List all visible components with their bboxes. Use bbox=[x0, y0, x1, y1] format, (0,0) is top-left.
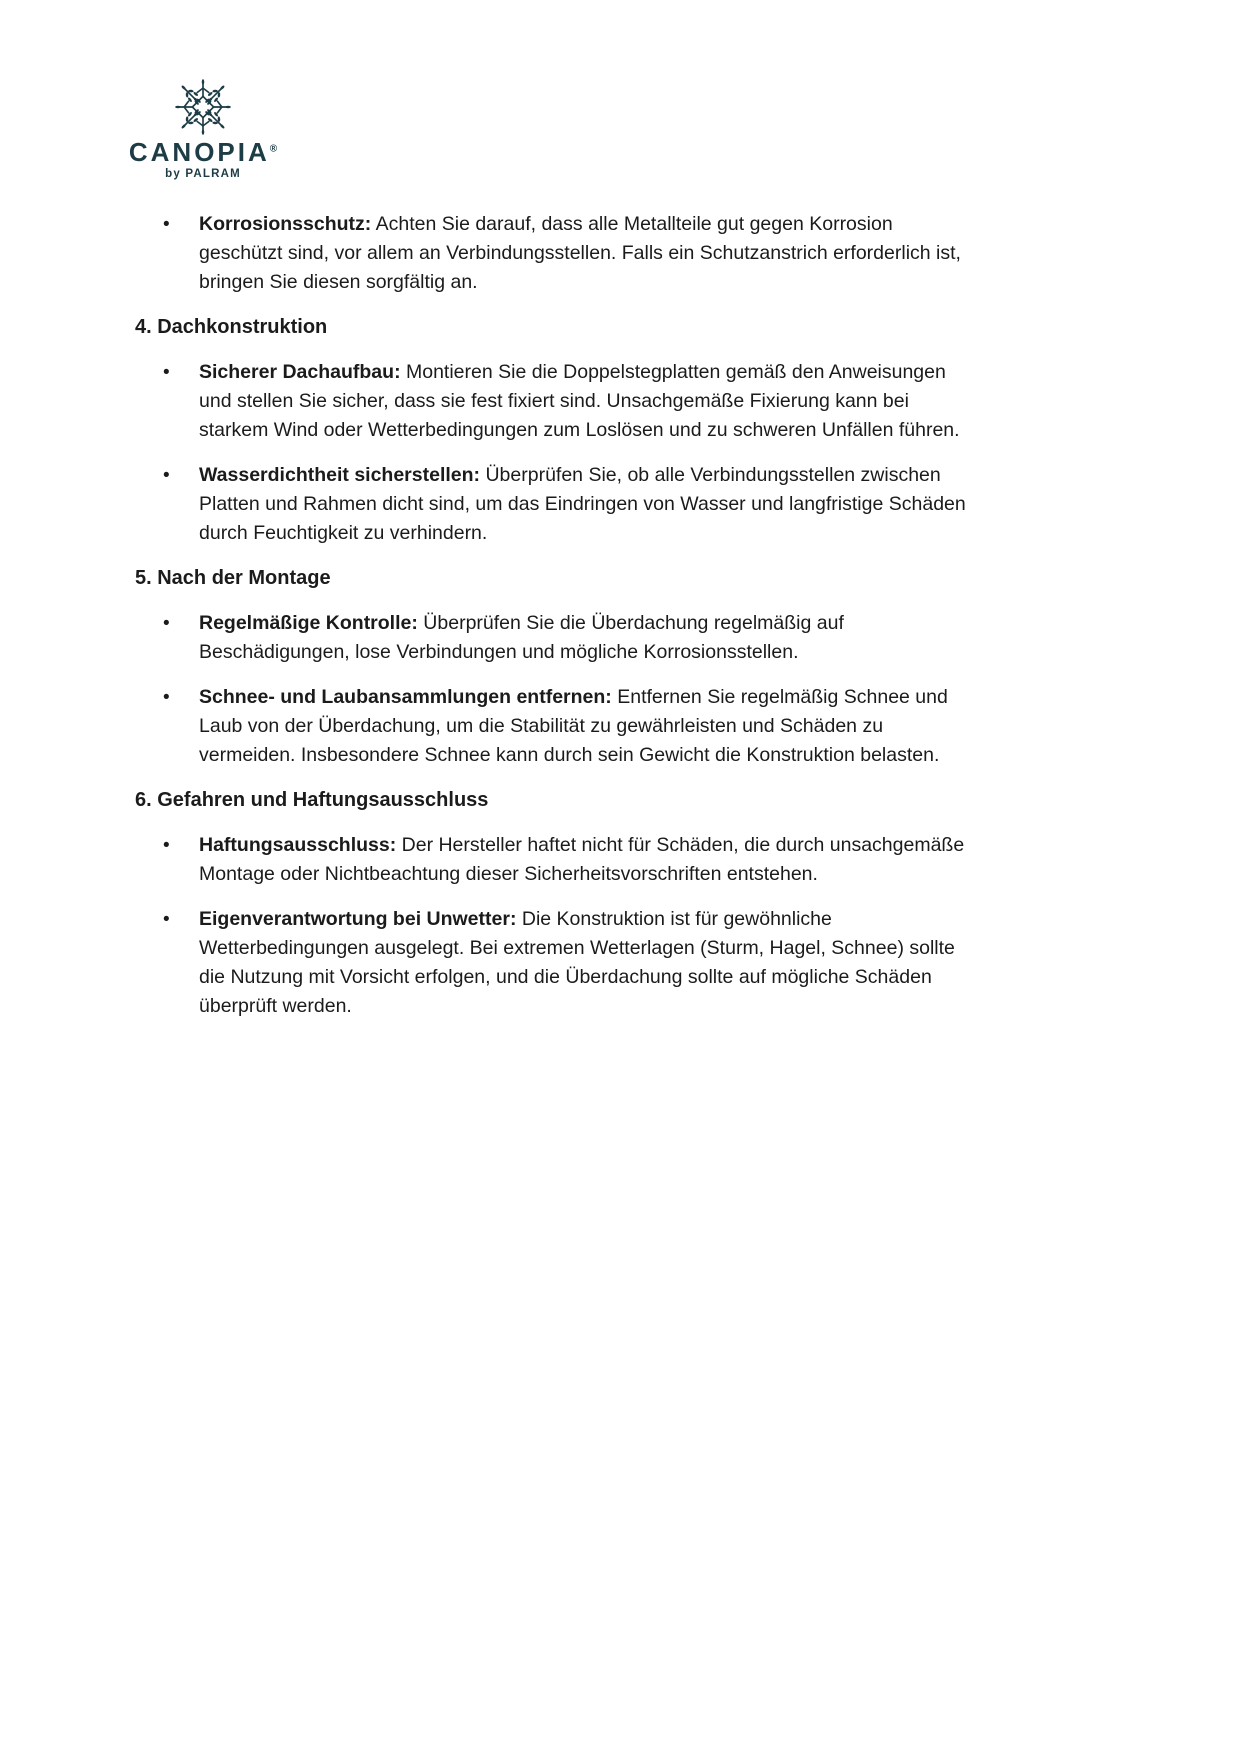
bullet-text: Achten Sie darauf, dass alle Metallteile gut gegen Korrosion geschützt sind, vor allem an Verbindungsstellen. Falls ein Schutzanstrich erforderlich ist, bringen Sie diesen sorgfältig an. bbox=[199, 212, 961, 293]
bullet-item-regelmaessige-kontrolle bbox=[135, 609, 985, 667]
bullet-paragraph bbox=[199, 831, 979, 889]
section-heading-5-nach-der-montage: 5. Nach der Montage bbox=[135, 566, 331, 589]
bullet-marker: • bbox=[163, 361, 170, 383]
bullet-paragraph bbox=[199, 609, 979, 667]
bullet-item-schnee-laub-entfernen bbox=[135, 683, 985, 770]
bullet-item-haftungsausschluss bbox=[135, 831, 985, 889]
bullet-lead: Regelmäßige Kontrolle: bbox=[199, 611, 418, 634]
bullet-text: Überprüfen Sie die Überdachung regelmäßig auf Beschädigungen, lose Verbindungen und mögliche Korrosionsstellen. bbox=[199, 611, 844, 663]
bullet-lead: Wasserdichtheit sicherstellen: bbox=[199, 463, 481, 486]
bullet-text: Montieren Sie die Doppelstegplatten gemäß den Anweisungen und stellen Sie sicher, dass sie fest fixiert sind. Unsachgemäße Fixierung kann bei starkem Wind oder Wetterbedingungen zum Loslösen und zu schweren Unfällen führen. bbox=[199, 360, 960, 441]
bullet-marker: • bbox=[163, 612, 170, 634]
bullet-lead: Eigenverantwortung bei Unwetter: bbox=[199, 907, 517, 930]
bullet-paragraph bbox=[199, 210, 979, 297]
bullet-paragraph bbox=[199, 461, 979, 548]
bullet-marker: • bbox=[163, 834, 170, 856]
bullet-item-korrosionsschutz bbox=[135, 210, 985, 297]
canopia-wordmark-text: CANOPIA bbox=[128, 137, 270, 167]
bullet-paragraph bbox=[199, 683, 979, 770]
bullet-text: Überprüfen Sie, ob alle Verbindungsstellen zwischen Platten und Rahmen dicht sind, um das Eindringen von Wasser und langfristige Schäden durch Feuchtigkeit zu verhindern. bbox=[199, 463, 966, 544]
bullet-item-wasserdichtheit bbox=[135, 461, 985, 548]
bullet-lead: Schnee- und Laubansammlungen entfernen: bbox=[199, 685, 612, 708]
canopia-wordmark bbox=[129, 138, 277, 167]
bullet-item-sicherer-dachaufbau bbox=[135, 358, 985, 445]
registered-trademark-symbol: ® bbox=[269, 143, 278, 155]
bullet-marker: • bbox=[163, 464, 170, 486]
bullet-text: Entfernen Sie regelmäßig Schnee und Laub von der Überdachung, um die Stabilität zu gewährleisten und Schäden zu vermeiden. Insbesondere Schnee kann durch sein Gewicht die Konstruktion belasten. bbox=[199, 685, 948, 766]
bullet-lead: Haftungsausschluss: bbox=[199, 833, 397, 856]
bullet-paragraph bbox=[199, 905, 979, 1021]
bullet-lead: Sicherer Dachaufbau: bbox=[199, 360, 401, 383]
bullet-lead: Korrosionsschutz: bbox=[199, 212, 372, 235]
logo-byline: by PALRAM bbox=[165, 167, 241, 180]
section-heading-4-dachkonstruktion: 4. Dachkonstruktion bbox=[135, 315, 328, 338]
canopia-logo bbox=[128, 78, 278, 180]
bullet-marker: • bbox=[163, 213, 170, 235]
section-heading-6-gefahren-haftungsausschluss: 6. Gefahren und Haftungsausschluss bbox=[135, 788, 489, 811]
bullet-text: Die Konstruktion ist für gewöhnliche Wetterbedingungen ausgelegt. Bei extremen Wetterlagen (Sturm, Hagel, Schnee) sollte die Nutzung mit Vorsicht erfolgen, und die Überdachung sollte auf mögliche Schäden überprüft werden. bbox=[199, 907, 955, 1017]
canopia-tree-pattern-icon bbox=[174, 78, 232, 136]
bullet-item-eigenverantwortung-unwetter bbox=[135, 905, 985, 1021]
document-body bbox=[135, 210, 985, 1021]
bullet-marker: • bbox=[163, 908, 170, 930]
bullet-text: Der Hersteller haftet nicht für Schäden, die durch unsachgemäße Montage oder Nichtbeachtung dieser Sicherheitsvorschriften entstehen. bbox=[199, 833, 965, 885]
bullet-marker: • bbox=[163, 686, 170, 708]
bullet-paragraph bbox=[199, 358, 979, 445]
